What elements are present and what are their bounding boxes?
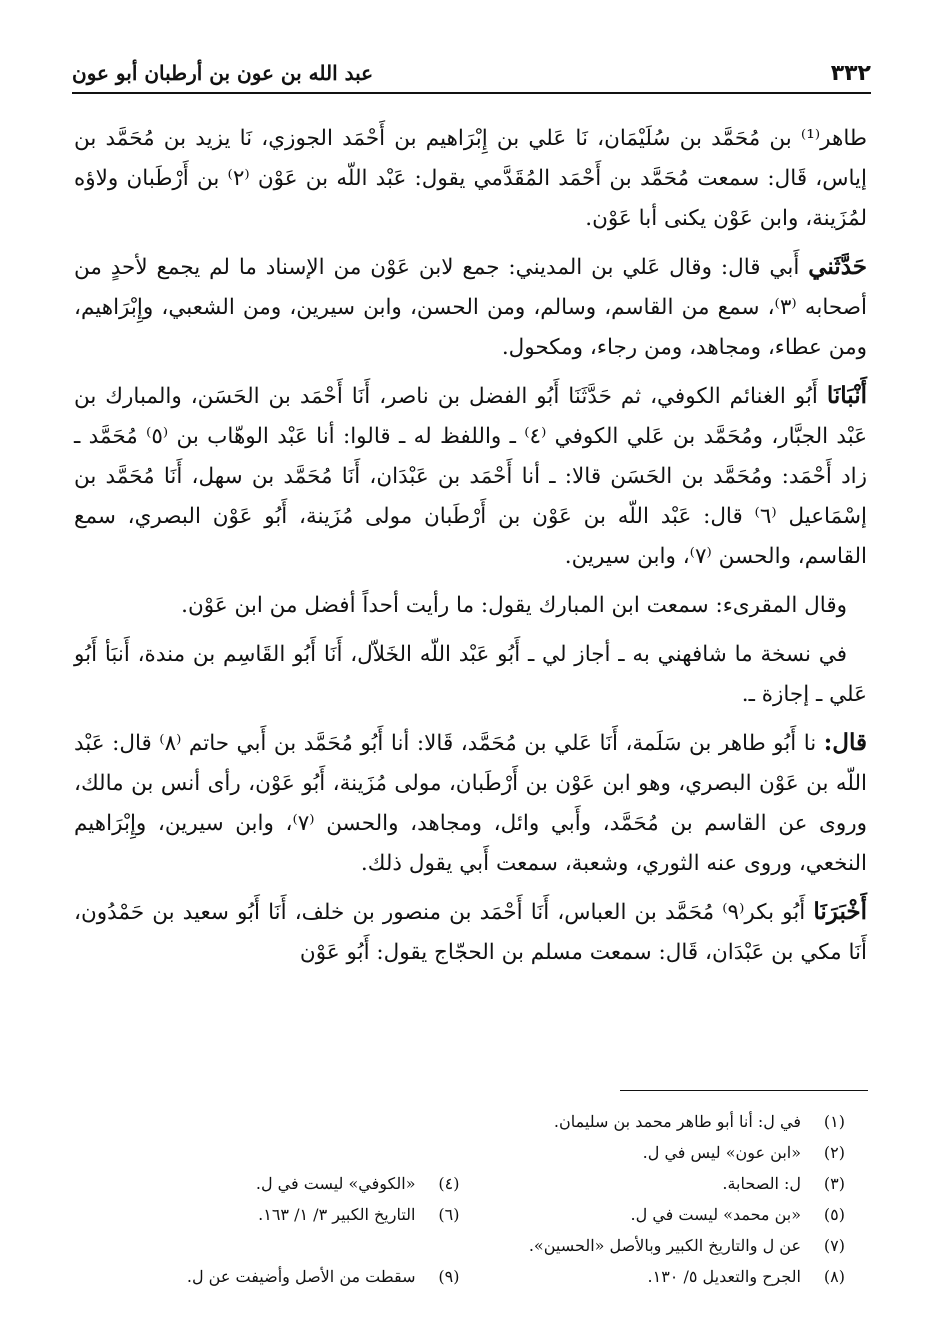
paragraph — [74, 723, 867, 884]
paragraph-text: طاهر⁽¹⁾ بن مُحَمَّد بن سُلَيْمَان، نَا عَلي بن إِبْرَاهيم بن أَحْمَد الجوزي، نَا يزيد بن مُحَمَّد بن إياس، قَال: سمعت مُحَمَّد بن أَحْمَد المُقَدَّمي يقول: عَبْد اللّه بن عَوْن ⁽٢⁾ بن أَرْطَبان ولاؤه لمُزَينة، وابن عَوْن يكنى أبا عَوْن. — [74, 126, 867, 231]
page-header — [72, 54, 871, 94]
footnote-row — [74, 1199, 845, 1230]
footnote-row — [74, 1168, 845, 1199]
paragraph-text: أَبُو الغنائم الكوفي، ثم حَدَّثَنَا أَبُو الفضل بن ناصر، أَنَا أَحْمَد بن الحَسَن، والمبارك بن عَبْد الجبَّار، ومُحَمَّد بن عَلي الكوفي ⁽٤⁾ ـ واللفظ له ـ قالوا: أنا عَبْد الوهّاب بن ⁽٥⁾ مُحَمَّد ـ زاد أَحْمَد: ومُحَمَّد بن الحَسَن قالا: ـ أنا أَحْمَد بن عَبْدَان، أَنَا مُحَمَّد بن سهل، أَنَا مُحَمَّد بن إسْمَاعيل ⁽٦⁾ قال: عَبْد اللّه بن عَوْن بن أَرْطَبان مولى مُزَينة، أَبُو عَوْن البصري، سمع القاسم، والحسن ⁽٧⁾، وابن سيرين. — [74, 384, 868, 569]
main-text — [74, 118, 867, 981]
footnote-number: (٩) — [438, 1267, 460, 1286]
footnote — [74, 1230, 845, 1261]
footnote-number: (٣) — [823, 1174, 845, 1193]
footnote — [74, 1106, 845, 1137]
footnote-number: (٥) — [823, 1205, 845, 1224]
footnote-row — [74, 1137, 845, 1168]
page-number: ٣٣٢ — [830, 60, 871, 86]
footnote-number: (٦) — [438, 1205, 460, 1224]
paragraph-lead: حَدَّثَني — [808, 253, 867, 280]
footnote-text: التاريخ الكبير ٣/ ١/ ١٦٣. — [258, 1205, 416, 1224]
footnote-text: في ل: أنا أبو طاهر محمد بن سليمان. — [553, 1112, 801, 1131]
footnote-row — [74, 1230, 845, 1261]
paragraph — [74, 247, 867, 368]
footnote-number: (٢) — [823, 1143, 845, 1162]
paragraph-text: أَبُو بكر⁽٩⁾ مُحَمَّد بن العباس، أَنَا أَحْمَد بن منصور بن خلف، أَنَا أَبُو سعيد بن حَمْدُون، أَنَا مكي بن عَبْدَان، قَال: سمعت مسلم بن الحجّاج يقول: أَبُو عَوْن — [74, 900, 867, 965]
paragraph-text: نا أَبُو طاهر بن سَلَمة، أَنَا عَلي بن مُحَمَّد، قَالا: أنا أَبُو مُحَمَّد بن أَبي حاتم ⁽٨⁾ قال: عَبْد اللّه بن عَوْن البصري، وهو ابن عَوْن بن أَرْطَبان، مولى مُزَينة، أَبُو عَوْن، رأى أنس بن مالك، وروى عن القاسم بن مُحَمَّد، وأَبي وائل، ومجاهد، والحسن ⁽٧⁾، وابن سيرين، وإِبْرَاهيم النخعي، وروى عنه الثوري، وشعبة، سمعت أَبي يقول ذلك. — [74, 731, 867, 876]
paragraph-text: وقال المقرىء: سمعت ابن المبارك يقول: ما رأيت أحداً أفضل من ابن عَوْن. — [181, 593, 847, 618]
footnote-number: (٤) — [438, 1174, 460, 1193]
footnote-text: الجرح والتعديل ٥/ ١٣٠. — [647, 1267, 801, 1286]
footnote — [74, 1199, 460, 1230]
footnote-row — [74, 1106, 845, 1137]
paragraph-lead: أَنْبَانَا — [826, 382, 867, 409]
footnote-number: (٧) — [823, 1236, 845, 1255]
footnotes — [74, 1106, 845, 1292]
paragraph-lead: أَخْبَرَنَا — [813, 898, 867, 925]
footnote — [460, 1261, 846, 1292]
footnote-divider — [620, 1090, 868, 1091]
paragraph-lead: قال: — [823, 729, 867, 756]
footnote-row — [74, 1261, 845, 1292]
footnote — [460, 1168, 846, 1199]
footnote-number: (٨) — [823, 1267, 845, 1286]
paragraph — [74, 585, 867, 626]
paragraph — [74, 376, 867, 577]
footnote-text: سقطت من الأصل وأضيفت عن ل. — [186, 1267, 416, 1286]
paragraph — [74, 634, 867, 715]
footnote-number: (١) — [823, 1112, 845, 1131]
footnote — [74, 1137, 845, 1168]
paragraph-text: أَبي قال: وقال عَلي بن المديني: جمع لابن عَوْن من الإسناد ما لم يجمع لأحدٍ من أصحابه ⁽٣⁾، سمع من القاسم، وسالم، ومن الحسن، وابن سيرين، ومن الشعبي، وإِبْرَاهيم، ومن عطاء، ومجاهد، ومن رجاء، ومكحول. — [74, 255, 867, 360]
footnote-text: «بن محمد» ليست في ل. — [630, 1205, 801, 1224]
running-title: عبد الله بن عون بن أرطبان أبو عون — [72, 61, 374, 85]
paragraph — [74, 892, 867, 973]
footnote-text: «الكوفي» ليست في ل. — [255, 1174, 416, 1193]
footnote — [74, 1261, 460, 1292]
paragraph-text: في نسخة ما شافهني به ـ أجاز لي ـ أَبُو عَبْد اللّه الخَلاّل، أَنَا أَبُو القَاسِم بن مندة، أَنبَأ أَبُو عَلي ـ إجازة ـ. — [74, 642, 867, 707]
footnote — [74, 1168, 460, 1199]
footnote-text: «ابن عون» ليس في ل. — [642, 1143, 801, 1162]
footnote-text: ل: الصحابة. — [722, 1174, 801, 1193]
footnote — [460, 1199, 846, 1230]
paragraph — [74, 118, 867, 239]
footnote-text: عن ل والتاريخ الكبير وبالأصل «الحسين». — [528, 1236, 801, 1255]
